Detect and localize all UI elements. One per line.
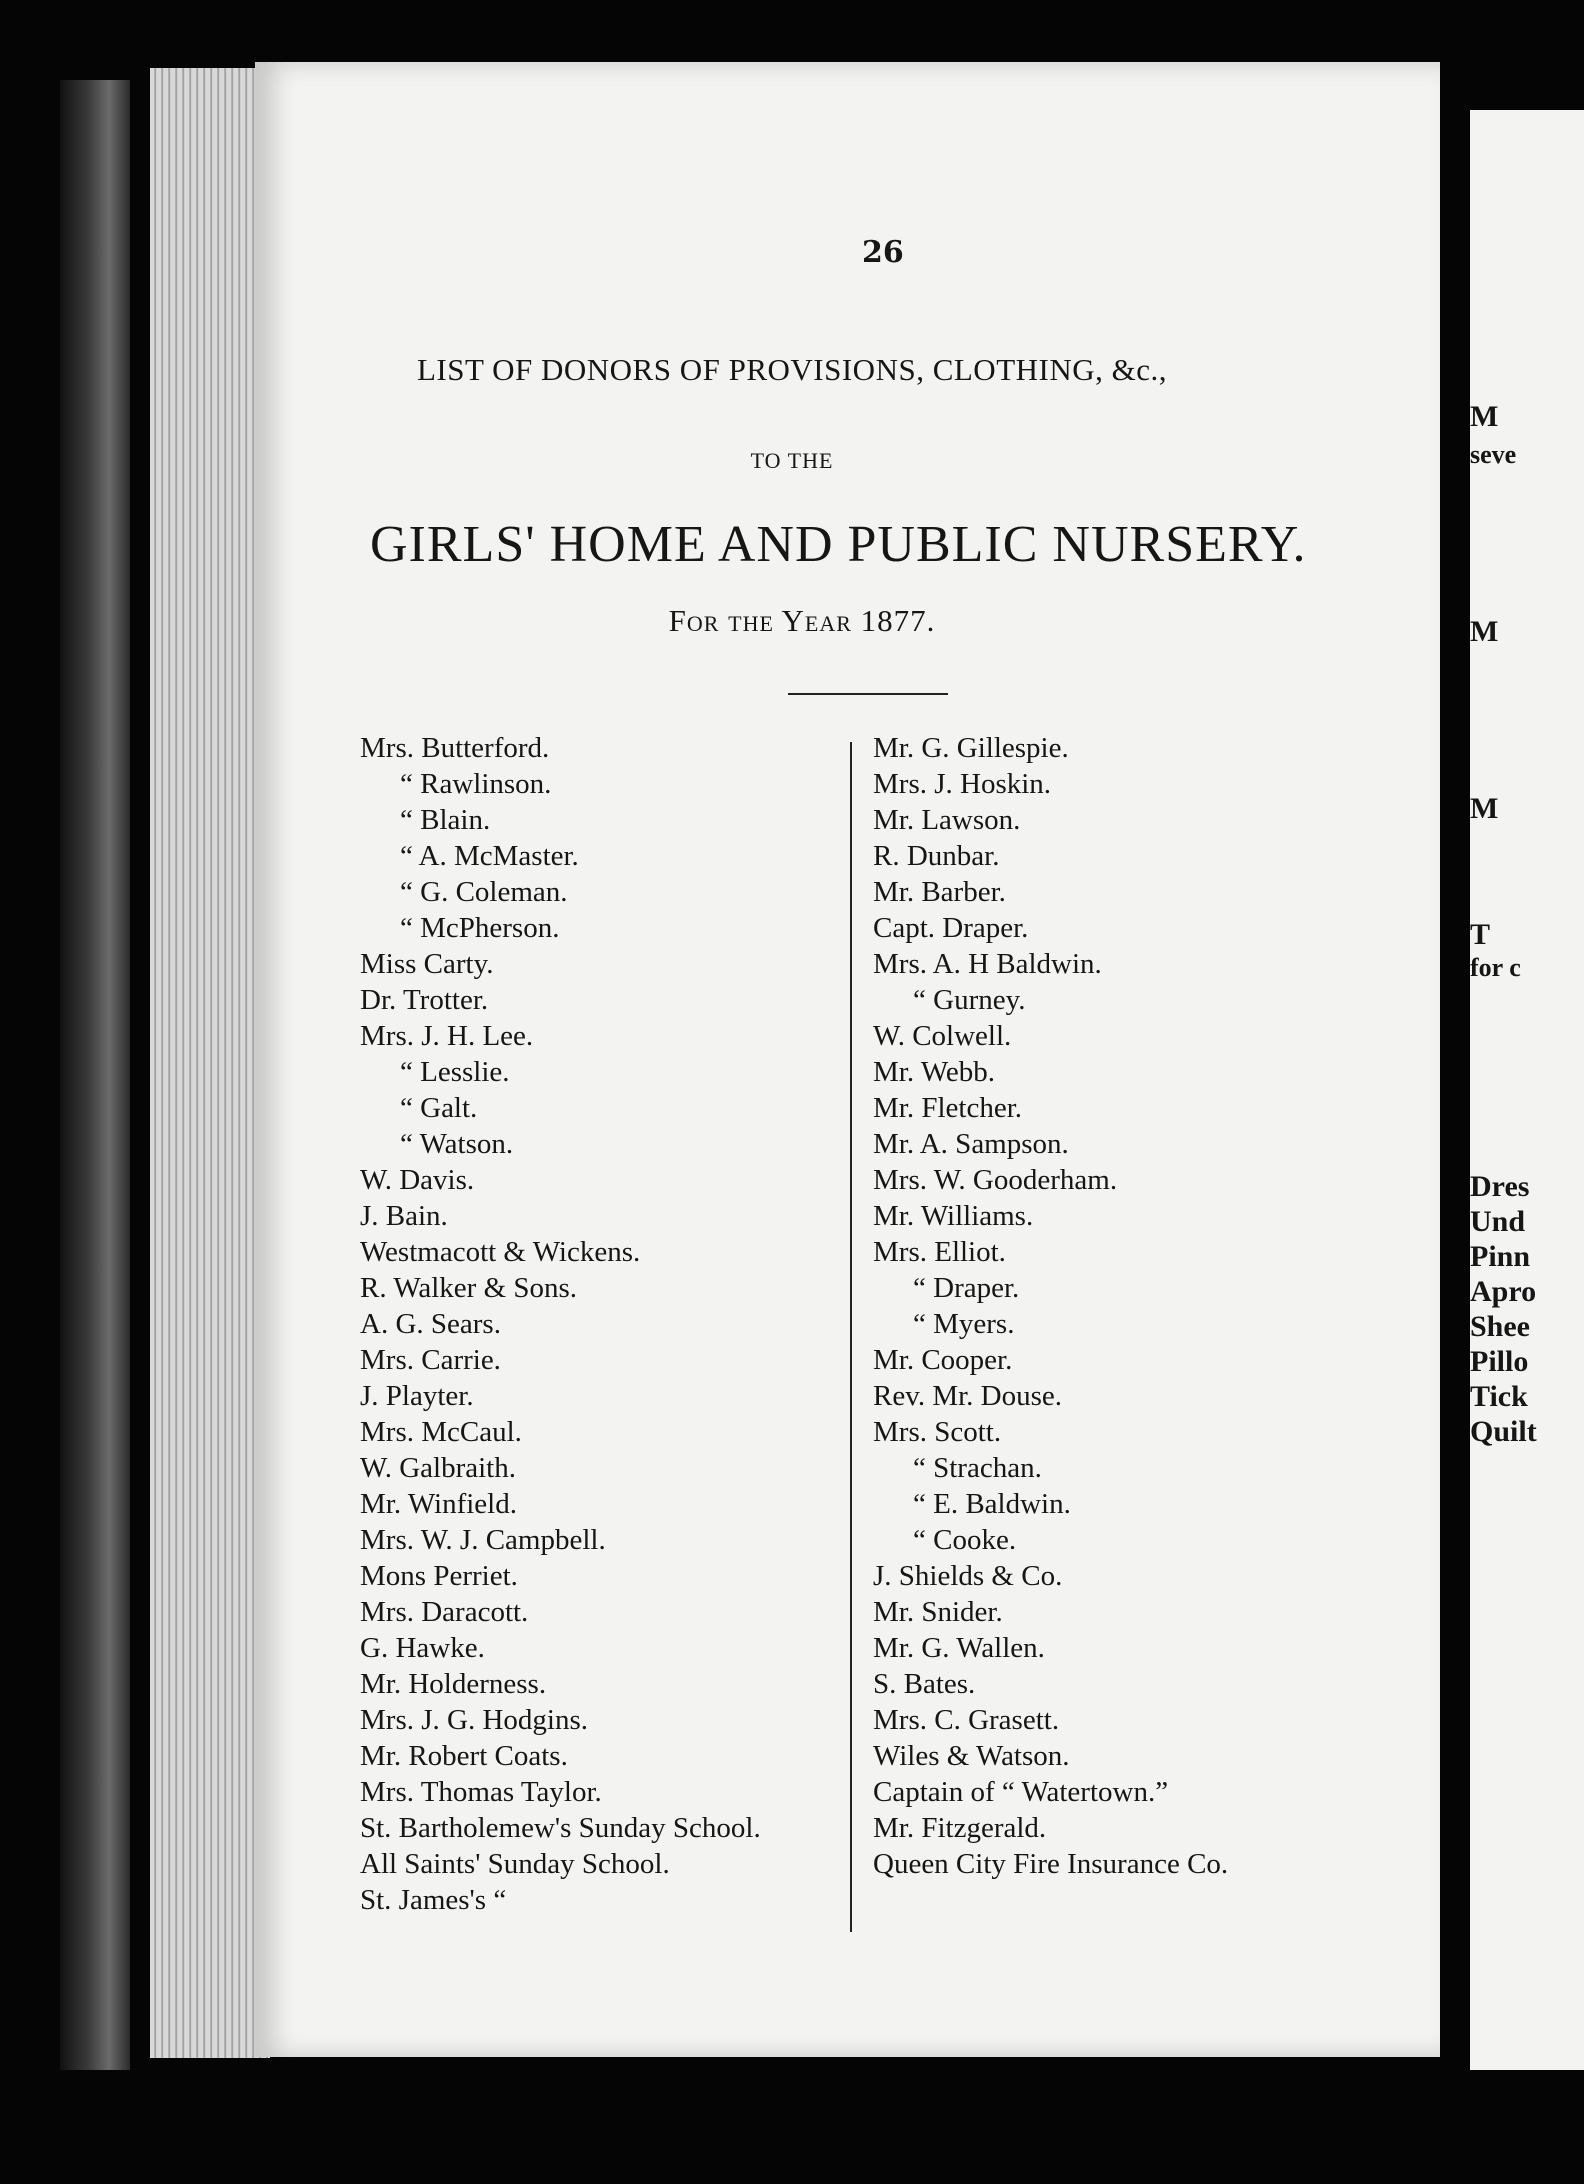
facing-fragment: Apro (1470, 1275, 1537, 1308)
donor-entry: Queen City Fire Insurance Co. (873, 1848, 1229, 1880)
donor-entry: Mrs. Daracott. (360, 1596, 529, 1628)
donor-entry: Mr. Fletcher. (873, 1092, 1023, 1124)
donor-entry: G. Hawke. (360, 1632, 485, 1664)
donor-entry: Mr. Robert Coats. (360, 1740, 568, 1772)
donor-entry: Mr. G. Wallen. (873, 1632, 1045, 1664)
donor-entry: Westmacott & Wickens. (360, 1236, 641, 1268)
donor-entry: Dr. Trotter. (360, 984, 489, 1016)
facing-fragment: M (1470, 792, 1499, 825)
donor-entry: Mrs. Elliot. (873, 1236, 1006, 1268)
donor-entry: Mr. Lawson. (873, 804, 1021, 836)
donor-entry: “ Myers. (913, 1308, 1015, 1340)
donor-entry: Mrs. Butterford. (360, 732, 550, 764)
donor-entry: Mrs. Scott. (873, 1416, 1002, 1448)
donor-entry: Mrs. A. H Baldwin. (873, 948, 1102, 980)
facing-fragment: T (1470, 918, 1491, 951)
donor-entry: Mrs. J. Hoskin. (873, 768, 1052, 800)
donor-entry: Mrs. W. Gooderham. (873, 1164, 1118, 1196)
donor-entry: All Saints' Sunday School. (360, 1848, 670, 1880)
donor-entry: Mrs. Carrie. (360, 1344, 501, 1376)
donor-entry: “ Strachan. (913, 1452, 1042, 1484)
donor-entry: “ E. Baldwin. (913, 1488, 1071, 1520)
page-number: 26 (862, 235, 904, 270)
facing-fragment: for c (1470, 953, 1521, 982)
donor-entry: Mr. Holderness. (360, 1668, 547, 1700)
donor-entry: “ G. Coleman. (400, 876, 568, 908)
facing-fragment: Pinn (1470, 1240, 1531, 1273)
donor-entry: W. Davis. (360, 1164, 475, 1196)
donor-list-right (873, 730, 1228, 1882)
donor-entry: “ McPherson. (400, 912, 560, 944)
facing-fragment: M (1470, 400, 1499, 433)
donor-entry: W. Galbraith. (360, 1452, 516, 1484)
donor-entry: R. Walker & Sons. (360, 1272, 578, 1304)
donor-entry: Mrs. J. G. Hodgins. (360, 1704, 588, 1736)
list-title: LIST OF DONORS OF PROVISIONS, CLOTHING, &c., (417, 352, 1167, 387)
donor-entry: S. Bates. (873, 1668, 976, 1700)
donor-entry: Mr. G. Gillespie. (873, 732, 1069, 764)
donor-entry: Mrs. J. H. Lee. (360, 1020, 534, 1052)
facing-fragment: Tick (1470, 1380, 1528, 1413)
facing-fragment: seve (1470, 440, 1517, 469)
donor-entry: J. Shields & Co. (873, 1560, 1063, 1592)
donor-entry: “ Draper. (913, 1272, 1020, 1304)
donor-entry: Mr. Fitzgerald. (873, 1812, 1047, 1844)
facing-fragment: Pillo (1470, 1345, 1529, 1378)
facing-fragment: Quilt (1470, 1415, 1537, 1448)
donor-entry: “ Rawlinson. (400, 768, 552, 800)
donor-entry: “ Lesslie. (400, 1056, 510, 1088)
donor-entry: J. Bain. (360, 1200, 448, 1232)
donor-entry: “ Gurney. (913, 984, 1026, 1016)
donor-entry: Captain of “ Watertown.” (873, 1776, 1169, 1808)
donor-entry: W. Colwell. (873, 1020, 1012, 1052)
facing-fragment: Und (1470, 1205, 1526, 1238)
donor-entry: “ Blain. (400, 804, 491, 836)
column-divider (850, 742, 852, 1932)
donor-entry: Mrs. McCaul. (360, 1416, 522, 1448)
donor-entry: Mr. Barber. (873, 876, 1006, 908)
title-rule (788, 693, 948, 695)
list-subtitle: TO THE (750, 448, 834, 473)
donor-entry: Mr. Webb. (873, 1056, 995, 1088)
donor-entry: St. James's “ (360, 1884, 507, 1916)
donor-entry: Mr. Snider. (873, 1596, 1003, 1628)
donor-entry: “ A. McMaster. (400, 840, 579, 872)
facing-fragment: Shee (1470, 1310, 1530, 1343)
facing-fragment: M (1470, 615, 1499, 648)
donor-entry: Mr. Winfield. (360, 1488, 517, 1520)
donor-entry: “ Galt. (400, 1092, 478, 1124)
donor-entry: Mons Perriet. (360, 1560, 518, 1592)
donor-list-left (360, 730, 761, 1918)
donor-entry: Miss Carty. (360, 948, 494, 980)
donor-entry: Mr. A. Sampson. (873, 1128, 1069, 1160)
year-line: For the Year 1877. (668, 603, 936, 638)
donor-entry: R. Dunbar. (873, 840, 1000, 872)
facing-fragment: Dres (1470, 1170, 1530, 1203)
donor-entry: Wiles & Watson. (873, 1740, 1070, 1772)
donor-entry: Mr. Cooper. (873, 1344, 1013, 1376)
organization-title: GIRLS' HOME AND PUBLIC NURSERY. (370, 516, 1307, 573)
facing-page (1470, 110, 1584, 2070)
donor-entry: A. G. Sears. (360, 1308, 501, 1340)
donor-entry: Mrs. C. Grasett. (873, 1704, 1060, 1736)
donor-entry: “ Watson. (400, 1128, 514, 1160)
donor-entry: St. Bartholemew's Sunday School. (360, 1812, 761, 1844)
donor-entry: Mr. Williams. (873, 1200, 1034, 1232)
donor-entry: Rev. Mr. Douse. (873, 1380, 1063, 1412)
donor-entry: J. Playter. (360, 1380, 474, 1412)
donor-entry: Capt. Draper. (873, 912, 1029, 944)
donor-entry: Mrs. Thomas Taylor. (360, 1776, 602, 1808)
donor-entry: “ Cooke. (913, 1524, 1017, 1556)
donor-entry: Mrs. W. J. Campbell. (360, 1524, 606, 1556)
